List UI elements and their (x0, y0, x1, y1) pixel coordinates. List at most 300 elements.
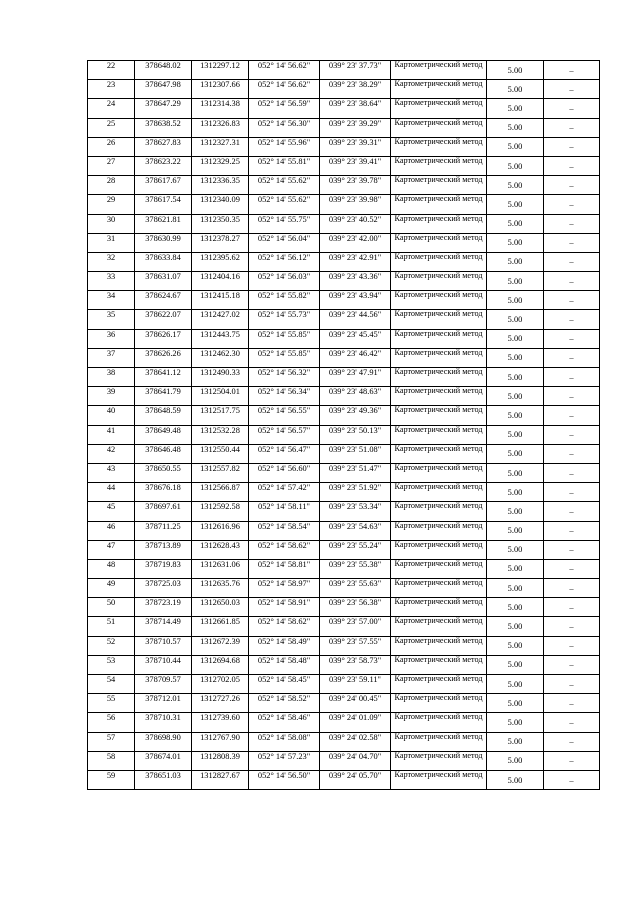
coordinate-y-cell: 1312672.39 (192, 636, 249, 655)
coordinate-x-cell: 378623.22 (135, 156, 192, 175)
method-cell: Картометрический метод (391, 617, 487, 636)
accuracy-cell: 5.00 (487, 80, 544, 99)
latitude-cell: 052° 14' 56.30" (249, 118, 320, 137)
empty-value-cell: – (544, 156, 600, 175)
latitude-cell: 052° 14' 56.34" (249, 387, 320, 406)
table-row (88, 502, 600, 521)
latitude-cell: 052° 14' 58.45" (249, 675, 320, 694)
table-row (88, 272, 600, 291)
latitude-cell: 052° 14' 58.91" (249, 598, 320, 617)
table-row (88, 61, 600, 80)
table-row (88, 291, 600, 310)
latitude-cell: 052° 14' 58.08" (249, 732, 320, 751)
empty-value-cell: – (544, 502, 600, 521)
longitude-cell: 039° 23' 49.36" (320, 406, 391, 425)
table-row (88, 770, 600, 789)
accuracy-cell: 5.00 (487, 348, 544, 367)
coordinate-y-cell: 1312490.33 (192, 368, 249, 387)
method-cell: Картометрический метод (391, 502, 487, 521)
longitude-cell: 039° 24' 04.70" (320, 751, 391, 770)
longitude-cell: 039° 23' 57.55" (320, 636, 391, 655)
longitude-cell: 039° 23' 55.63" (320, 579, 391, 598)
coordinates-table-body (88, 61, 600, 790)
method-cell: Картометрический метод (391, 156, 487, 175)
longitude-cell: 039° 23' 51.08" (320, 444, 391, 463)
accuracy-cell: 5.00 (487, 579, 544, 598)
coordinate-x-cell: 378617.54 (135, 195, 192, 214)
point-number-cell: 43 (88, 463, 135, 482)
point-number-cell: 47 (88, 540, 135, 559)
method-cell: Картометрический метод (391, 99, 487, 118)
point-number-cell: 56 (88, 713, 135, 732)
table-row (88, 348, 600, 367)
point-number-cell: 50 (88, 598, 135, 617)
coordinate-y-cell: 1312504.01 (192, 387, 249, 406)
coordinate-x-cell: 378647.29 (135, 99, 192, 118)
empty-value-cell: – (544, 770, 600, 789)
method-cell: Картометрический метод (391, 732, 487, 751)
latitude-cell: 052° 14' 58.54" (249, 521, 320, 540)
longitude-cell: 039° 23' 56.38" (320, 598, 391, 617)
table-row (88, 675, 600, 694)
coordinate-x-cell: 378617.67 (135, 176, 192, 195)
table-row (88, 368, 600, 387)
point-number-cell: 35 (88, 310, 135, 329)
longitude-cell: 039° 23' 39.78" (320, 176, 391, 195)
method-cell: Картометрический метод (391, 387, 487, 406)
empty-value-cell: – (544, 406, 600, 425)
accuracy-cell: 5.00 (487, 502, 544, 521)
coordinate-x-cell: 378641.12 (135, 368, 192, 387)
method-cell: Картометрический метод (391, 176, 487, 195)
latitude-cell: 052° 14' 58.62" (249, 540, 320, 559)
empty-value-cell: – (544, 559, 600, 578)
longitude-cell: 039° 24' 02.58" (320, 732, 391, 751)
latitude-cell: 052° 14' 56.12" (249, 252, 320, 271)
method-cell: Картометрический метод (391, 252, 487, 271)
latitude-cell: 052° 14' 58.62" (249, 617, 320, 636)
coordinate-y-cell: 1312297.12 (192, 61, 249, 80)
empty-value-cell: – (544, 137, 600, 156)
accuracy-cell: 5.00 (487, 61, 544, 80)
latitude-cell: 052° 14' 55.62" (249, 176, 320, 195)
coordinate-y-cell: 1312443.75 (192, 329, 249, 348)
coordinate-y-cell: 1312327.31 (192, 137, 249, 156)
empty-value-cell: – (544, 387, 600, 406)
method-cell: Картометрический метод (391, 655, 487, 674)
latitude-cell: 052° 14' 56.32" (249, 368, 320, 387)
accuracy-cell: 5.00 (487, 675, 544, 694)
point-number-cell: 58 (88, 751, 135, 770)
table-row (88, 617, 600, 636)
longitude-cell: 039° 23' 38.64" (320, 99, 391, 118)
accuracy-cell: 5.00 (487, 291, 544, 310)
method-cell: Картометрический метод (391, 579, 487, 598)
empty-value-cell: – (544, 636, 600, 655)
coordinate-x-cell: 378621.81 (135, 214, 192, 233)
accuracy-cell: 5.00 (487, 214, 544, 233)
method-cell: Картометрический метод (391, 751, 487, 770)
method-cell: Картометрический метод (391, 80, 487, 99)
longitude-cell: 039° 23' 39.41" (320, 156, 391, 175)
point-number-cell: 48 (88, 559, 135, 578)
accuracy-cell: 5.00 (487, 368, 544, 387)
latitude-cell: 052° 14' 58.52" (249, 694, 320, 713)
table-row (88, 406, 600, 425)
method-cell: Картометрический метод (391, 598, 487, 617)
point-number-cell: 44 (88, 483, 135, 502)
coordinate-x-cell: 378674.01 (135, 751, 192, 770)
latitude-cell: 052° 14' 58.46" (249, 713, 320, 732)
table-row (88, 598, 600, 617)
latitude-cell: 052° 14' 56.62" (249, 61, 320, 80)
coordinate-y-cell: 1312628.43 (192, 540, 249, 559)
empty-value-cell: – (544, 118, 600, 137)
table-row (88, 233, 600, 252)
point-number-cell: 59 (88, 770, 135, 789)
accuracy-cell: 5.00 (487, 118, 544, 137)
method-cell: Картометрический метод (391, 425, 487, 444)
accuracy-cell: 5.00 (487, 233, 544, 252)
longitude-cell: 039° 23' 58.73" (320, 655, 391, 674)
method-cell: Картометрический метод (391, 291, 487, 310)
empty-value-cell: – (544, 713, 600, 732)
method-cell: Картометрический метод (391, 195, 487, 214)
point-number-cell: 22 (88, 61, 135, 80)
latitude-cell: 052° 14' 56.62" (249, 80, 320, 99)
empty-value-cell: – (544, 675, 600, 694)
coordinate-y-cell: 1312350.35 (192, 214, 249, 233)
point-number-cell: 25 (88, 118, 135, 137)
coordinate-y-cell: 1312415.18 (192, 291, 249, 310)
table-row (88, 694, 600, 713)
coordinate-x-cell: 378723.19 (135, 598, 192, 617)
longitude-cell: 039° 23' 53.34" (320, 502, 391, 521)
longitude-cell: 039° 23' 42.00" (320, 233, 391, 252)
table-row (88, 118, 600, 137)
table-row (88, 521, 600, 540)
table-row (88, 636, 600, 655)
longitude-cell: 039° 24' 00.45" (320, 694, 391, 713)
longitude-cell: 039° 23' 39.98" (320, 195, 391, 214)
latitude-cell: 052° 14' 55.75" (249, 214, 320, 233)
method-cell: Картометрический метод (391, 348, 487, 367)
point-number-cell: 36 (88, 329, 135, 348)
accuracy-cell: 5.00 (487, 694, 544, 713)
latitude-cell: 052° 14' 57.23" (249, 751, 320, 770)
point-number-cell: 33 (88, 272, 135, 291)
method-cell: Картометрический метод (391, 137, 487, 156)
empty-value-cell: – (544, 348, 600, 367)
coordinate-x-cell: 378622.07 (135, 310, 192, 329)
latitude-cell: 052° 14' 55.82" (249, 291, 320, 310)
accuracy-cell: 5.00 (487, 137, 544, 156)
point-number-cell: 30 (88, 214, 135, 233)
latitude-cell: 052° 14' 57.42" (249, 483, 320, 502)
coordinate-y-cell: 1312336.35 (192, 176, 249, 195)
empty-value-cell: – (544, 483, 600, 502)
coordinate-y-cell: 1312395.62 (192, 252, 249, 271)
table-row (88, 387, 600, 406)
method-cell: Картометрический метод (391, 272, 487, 291)
empty-value-cell: – (544, 694, 600, 713)
latitude-cell: 052° 14' 56.59" (249, 99, 320, 118)
latitude-cell: 052° 14' 55.96" (249, 137, 320, 156)
longitude-cell: 039° 23' 39.29" (320, 118, 391, 137)
coordinate-y-cell: 1312808.39 (192, 751, 249, 770)
table-row (88, 176, 600, 195)
longitude-cell: 039° 23' 39.31" (320, 137, 391, 156)
point-number-cell: 51 (88, 617, 135, 636)
empty-value-cell: – (544, 329, 600, 348)
accuracy-cell: 5.00 (487, 751, 544, 770)
empty-value-cell: – (544, 252, 600, 271)
latitude-cell: 052° 14' 56.60" (249, 463, 320, 482)
longitude-cell: 039° 23' 48.63" (320, 387, 391, 406)
accuracy-cell: 5.00 (487, 387, 544, 406)
table-row (88, 195, 600, 214)
accuracy-cell: 5.00 (487, 406, 544, 425)
table-row (88, 80, 600, 99)
coordinate-y-cell: 1312727.26 (192, 694, 249, 713)
coordinate-x-cell: 378626.17 (135, 329, 192, 348)
coordinate-x-cell: 378713.89 (135, 540, 192, 559)
latitude-cell: 052° 14' 55.81" (249, 156, 320, 175)
coordinate-x-cell: 378676.18 (135, 483, 192, 502)
coordinate-y-cell: 1312616.96 (192, 521, 249, 540)
longitude-cell: 039° 23' 45.45" (320, 329, 391, 348)
accuracy-cell: 5.00 (487, 770, 544, 789)
coordinate-x-cell: 378630.99 (135, 233, 192, 252)
table-row (88, 99, 600, 118)
accuracy-cell: 5.00 (487, 732, 544, 751)
coordinate-x-cell: 378697.61 (135, 502, 192, 521)
empty-value-cell: – (544, 521, 600, 540)
empty-value-cell: – (544, 617, 600, 636)
empty-value-cell: – (544, 291, 600, 310)
longitude-cell: 039° 23' 59.11" (320, 675, 391, 694)
latitude-cell: 052° 14' 56.50" (249, 770, 320, 789)
method-cell: Картометрический метод (391, 540, 487, 559)
coordinate-x-cell: 378648.02 (135, 61, 192, 80)
point-number-cell: 23 (88, 80, 135, 99)
coordinate-x-cell: 378710.31 (135, 713, 192, 732)
table-row (88, 156, 600, 175)
method-cell: Картометрический метод (391, 310, 487, 329)
coordinate-y-cell: 1312592.58 (192, 502, 249, 521)
empty-value-cell: – (544, 195, 600, 214)
latitude-cell: 052° 14' 55.85" (249, 348, 320, 367)
point-number-cell: 52 (88, 636, 135, 655)
coordinate-x-cell: 378650.55 (135, 463, 192, 482)
accuracy-cell: 5.00 (487, 329, 544, 348)
empty-value-cell: – (544, 463, 600, 482)
table-row (88, 655, 600, 674)
latitude-cell: 052° 14' 56.55" (249, 406, 320, 425)
empty-value-cell: – (544, 233, 600, 252)
accuracy-cell: 5.00 (487, 176, 544, 195)
coordinate-x-cell: 378711.25 (135, 521, 192, 540)
table-row (88, 329, 600, 348)
latitude-cell: 052° 14' 56.57" (249, 425, 320, 444)
method-cell: Картометрический метод (391, 713, 487, 732)
latitude-cell: 052° 14' 55.73" (249, 310, 320, 329)
point-number-cell: 53 (88, 655, 135, 674)
method-cell: Картометрический метод (391, 770, 487, 789)
longitude-cell: 039° 23' 57.00" (320, 617, 391, 636)
accuracy-cell: 5.00 (487, 636, 544, 655)
table-row (88, 425, 600, 444)
table-row (88, 137, 600, 156)
coordinate-x-cell: 378714.49 (135, 617, 192, 636)
table-row (88, 751, 600, 770)
coordinate-y-cell: 1312557.82 (192, 463, 249, 482)
latitude-cell: 052° 14' 55.62" (249, 195, 320, 214)
method-cell: Картометрический метод (391, 636, 487, 655)
empty-value-cell: – (544, 310, 600, 329)
latitude-cell: 052° 14' 58.49" (249, 636, 320, 655)
coordinate-y-cell: 1312767.90 (192, 732, 249, 751)
coordinate-y-cell: 1312307.66 (192, 80, 249, 99)
point-number-cell: 42 (88, 444, 135, 463)
longitude-cell: 039° 23' 43.94" (320, 291, 391, 310)
coordinate-y-cell: 1312329.25 (192, 156, 249, 175)
longitude-cell: 039° 23' 55.24" (320, 540, 391, 559)
accuracy-cell: 5.00 (487, 559, 544, 578)
coordinate-x-cell: 378647.98 (135, 80, 192, 99)
accuracy-cell: 5.00 (487, 521, 544, 540)
coordinate-x-cell: 378710.44 (135, 655, 192, 674)
coordinate-y-cell: 1312404.16 (192, 272, 249, 291)
coordinate-x-cell: 378712.01 (135, 694, 192, 713)
table-row (88, 732, 600, 751)
coordinate-y-cell: 1312427.02 (192, 310, 249, 329)
table-row (88, 214, 600, 233)
empty-value-cell: – (544, 579, 600, 598)
empty-value-cell: – (544, 425, 600, 444)
longitude-cell: 039° 23' 50.13" (320, 425, 391, 444)
coordinate-x-cell: 378646.48 (135, 444, 192, 463)
empty-value-cell: – (544, 214, 600, 233)
method-cell: Картометрический метод (391, 214, 487, 233)
accuracy-cell: 5.00 (487, 252, 544, 271)
latitude-cell: 052° 14' 56.04" (249, 233, 320, 252)
longitude-cell: 039° 23' 38.29" (320, 80, 391, 99)
accuracy-cell: 5.00 (487, 598, 544, 617)
accuracy-cell: 5.00 (487, 713, 544, 732)
point-number-cell: 31 (88, 233, 135, 252)
longitude-cell: 039° 23' 40.52" (320, 214, 391, 233)
accuracy-cell: 5.00 (487, 310, 544, 329)
coordinate-x-cell: 378638.52 (135, 118, 192, 137)
point-number-cell: 45 (88, 502, 135, 521)
empty-value-cell: – (544, 598, 600, 617)
table-row (88, 310, 600, 329)
empty-value-cell: – (544, 655, 600, 674)
coordinate-x-cell: 378651.03 (135, 770, 192, 789)
point-number-cell: 49 (88, 579, 135, 598)
point-number-cell: 28 (88, 176, 135, 195)
accuracy-cell: 5.00 (487, 483, 544, 502)
coordinate-x-cell: 378626.26 (135, 348, 192, 367)
empty-value-cell: – (544, 444, 600, 463)
coordinate-y-cell: 1312462.30 (192, 348, 249, 367)
empty-value-cell: – (544, 751, 600, 770)
method-cell: Картометрический метод (391, 444, 487, 463)
coordinate-y-cell: 1312532.28 (192, 425, 249, 444)
point-number-cell: 57 (88, 732, 135, 751)
accuracy-cell: 5.00 (487, 195, 544, 214)
coordinate-y-cell: 1312661.85 (192, 617, 249, 636)
method-cell: Картометрический метод (391, 368, 487, 387)
longitude-cell: 039° 23' 51.47" (320, 463, 391, 482)
table-row (88, 540, 600, 559)
longitude-cell: 039° 24' 01.09" (320, 713, 391, 732)
accuracy-cell: 5.00 (487, 617, 544, 636)
coordinates-table (87, 60, 600, 790)
coordinate-x-cell: 378641.79 (135, 387, 192, 406)
coordinate-y-cell: 1312702.05 (192, 675, 249, 694)
latitude-cell: 052° 14' 58.81" (249, 559, 320, 578)
method-cell: Картометрический метод (391, 483, 487, 502)
table-row (88, 444, 600, 463)
accuracy-cell: 5.00 (487, 540, 544, 559)
method-cell: Картометрический метод (391, 118, 487, 137)
longitude-cell: 039° 23' 54.63" (320, 521, 391, 540)
method-cell: Картометрический метод (391, 463, 487, 482)
method-cell: Картометрический метод (391, 329, 487, 348)
table-row (88, 713, 600, 732)
point-number-cell: 46 (88, 521, 135, 540)
coordinate-y-cell: 1312566.87 (192, 483, 249, 502)
coordinate-y-cell: 1312517.75 (192, 406, 249, 425)
point-number-cell: 26 (88, 137, 135, 156)
latitude-cell: 052° 14' 58.11" (249, 502, 320, 521)
longitude-cell: 039° 23' 51.92" (320, 483, 391, 502)
accuracy-cell: 5.00 (487, 444, 544, 463)
empty-value-cell: – (544, 80, 600, 99)
coordinate-x-cell: 378648.59 (135, 406, 192, 425)
point-number-cell: 27 (88, 156, 135, 175)
longitude-cell: 039° 23' 47.91" (320, 368, 391, 387)
coordinate-x-cell: 378709.57 (135, 675, 192, 694)
accuracy-cell: 5.00 (487, 99, 544, 118)
method-cell: Картометрический метод (391, 61, 487, 80)
latitude-cell: 052° 14' 56.47" (249, 444, 320, 463)
method-cell: Картометрический метод (391, 233, 487, 252)
empty-value-cell: – (544, 540, 600, 559)
point-number-cell: 39 (88, 387, 135, 406)
coordinate-y-cell: 1312650.03 (192, 598, 249, 617)
table-row (88, 579, 600, 598)
empty-value-cell: – (544, 99, 600, 118)
accuracy-cell: 5.00 (487, 272, 544, 291)
coordinate-x-cell: 378719.83 (135, 559, 192, 578)
empty-value-cell: – (544, 272, 600, 291)
latitude-cell: 052° 14' 56.03" (249, 272, 320, 291)
document-page (87, 60, 599, 790)
empty-value-cell: – (544, 732, 600, 751)
latitude-cell: 052° 14' 55.85" (249, 329, 320, 348)
coordinate-x-cell: 378633.84 (135, 252, 192, 271)
method-cell: Картометрический метод (391, 521, 487, 540)
method-cell: Картометрический метод (391, 559, 487, 578)
point-number-cell: 54 (88, 675, 135, 694)
table-row (88, 559, 600, 578)
coordinate-y-cell: 1312694.68 (192, 655, 249, 674)
coordinate-y-cell: 1312550.44 (192, 444, 249, 463)
coordinate-y-cell: 1312635.76 (192, 579, 249, 598)
